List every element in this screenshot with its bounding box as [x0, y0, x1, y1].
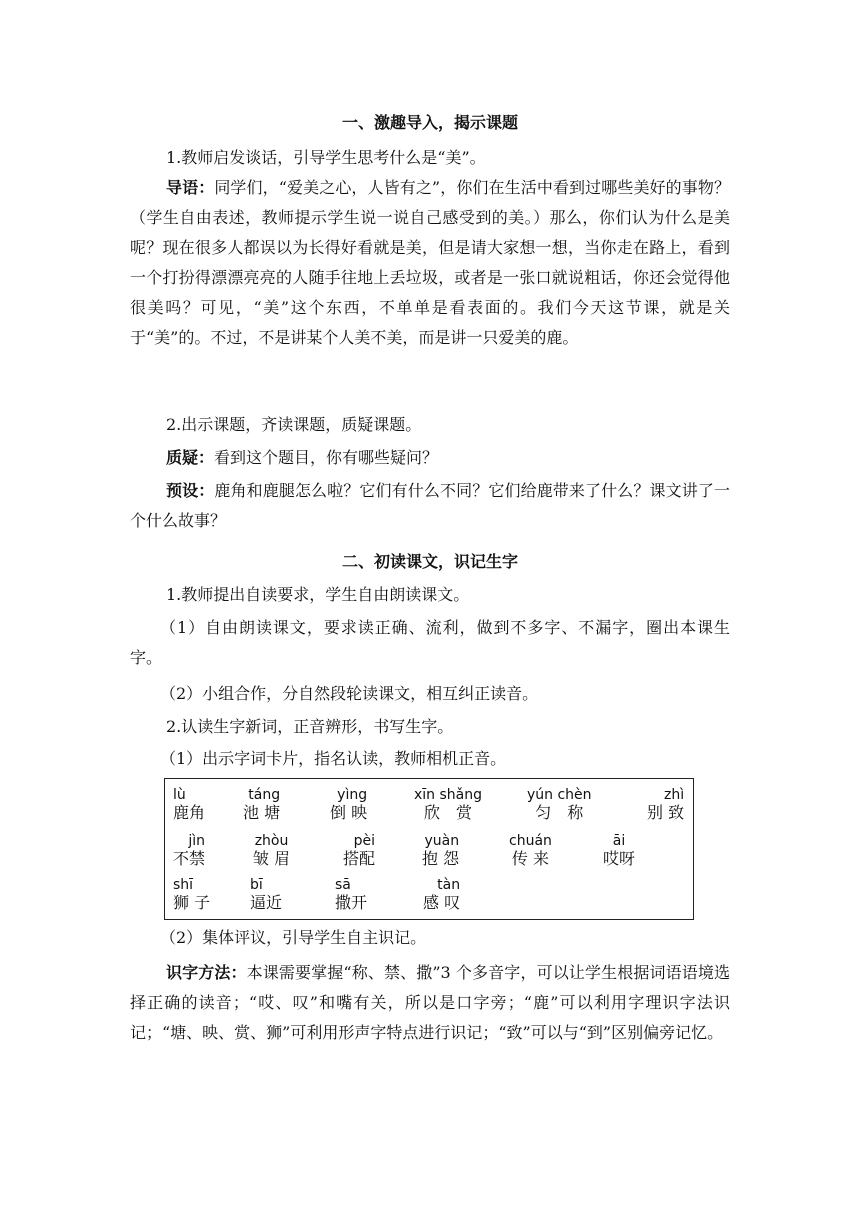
section-heading-1: 一、激趣导入，揭示课题	[341, 113, 518, 132]
word-card	[250, 877, 282, 913]
guide-text: 同学们，“爱美之心，人皆有之”，你们在生活中看到过哪些美好的事物？（学生自由表述，教师提示学生说一说自己感受到的美。）那么，你们认为什么是美呢？现在很多人都误以为长得好看就是美，但是请大家想一想，当你走在路上，看到一个打扮得漂漂亮亮的人随手往地上丢垃圾，或者是一张口就说粗话，你还会觉得他很美吗？可见，“美”这个东西，不单单是看表面的。我们今天这节课，就是关于“美”的。不过，不是讲某个人美不美，而是讲一只爱美的鹿。	[130, 178, 730, 347]
word-pinyin: zhì	[663, 787, 685, 803]
paragraph-s2-step1b: （2）小组合作，分自然段轮读课文，相互纠正读音。	[160, 684, 539, 703]
word-hanzi: 倒 映	[330, 803, 368, 822]
preset-label: 预设：	[166, 481, 215, 500]
word-hanzi: 皱 眉	[253, 849, 291, 868]
word-hanzi: 逼近	[250, 893, 283, 912]
paragraph-s2-step1a: （1）自由朗读课文，要求读正确、流利，做到不多字、不漏字，圈出本课生字。	[130, 618, 730, 667]
word-pinyin: yìng	[337, 787, 368, 803]
word-pinyin: zhòu	[254, 833, 289, 849]
paragraph-step1: 1.教师启发谈话，引导学生思考什么是“美”。	[166, 148, 486, 167]
word-card	[243, 787, 280, 823]
word-hanzi: 不禁	[173, 849, 206, 868]
paragraph-s2-step1: 1.教师提出自读要求，学生自由朗读课文。	[166, 585, 470, 604]
word-card	[527, 787, 592, 823]
word-card	[343, 833, 375, 869]
word-pinyin: lù	[173, 787, 186, 803]
preset-text: 鹿角和鹿腿怎么啦？它们有什么不同？它们给鹿带来了什么？课文讲了一个什么故事？	[130, 481, 730, 530]
word-pinyin: xīn shǎng	[414, 787, 483, 803]
paragraph-s2-step2b: （2）集体评议，引导学生自主识记。	[160, 928, 427, 947]
word-hanzi: 传 来	[511, 849, 549, 868]
paragraph-s2-step2a: （1）出示字词卡片，指名认读，教师相机正音。	[160, 749, 507, 768]
word-pinyin: chuán	[509, 833, 552, 849]
guide-label: 导语：	[166, 178, 215, 197]
word-pinyin: táng	[248, 787, 281, 803]
word-hanzi: 狮 子	[173, 893, 211, 912]
paragraph-s2-step2: 2.认读生字新词，正音辨形，书写生字。	[166, 717, 454, 736]
word-hanzi: 撒开	[335, 893, 368, 912]
question-label: 质疑：	[166, 448, 215, 467]
word-hanzi: 鹿角	[173, 803, 206, 822]
word-pinyin: jìn	[188, 833, 206, 849]
word-hanzi: 搭配	[343, 849, 376, 868]
word-card	[647, 787, 684, 823]
word-card	[173, 833, 205, 869]
word-card	[414, 787, 482, 823]
word-card	[253, 833, 290, 869]
word-card	[173, 787, 205, 823]
word-card	[173, 877, 210, 913]
word-pinyin: shī	[173, 877, 194, 893]
word-card	[422, 833, 459, 869]
section-heading-2: 二、初读课文，识记生字	[341, 552, 518, 571]
method-label: 识字方法：	[166, 963, 247, 982]
word-card	[330, 787, 367, 823]
word-pinyin: āi	[612, 833, 626, 849]
paragraph-preset	[130, 476, 730, 536]
word-hanzi: 感 叹	[423, 893, 461, 912]
word-card-box	[164, 778, 694, 920]
word-hanzi: 哎呀	[603, 849, 636, 868]
word-pinyin: tàn	[437, 877, 461, 893]
word-hanzi: 欣 赏	[424, 803, 473, 822]
method-text: 本课需要掌握“称、禁、撒”3 个多音字，可以让学生根据词语语境选择正确的读音；“哎、叹”和嘴有关，所以是口字旁；“鹿”可以利用字理识字法识记；“塘、映、赏、狮”可利用形声字特点进行识记；“致”可以与“到”区别偏旁记忆。	[130, 963, 730, 1042]
word-card	[509, 833, 552, 869]
word-card	[603, 833, 635, 869]
question-text: 看到这个题目，你有哪些疑问？	[214, 448, 439, 467]
paragraph-question	[130, 443, 730, 473]
word-pinyin: sā	[335, 877, 351, 893]
word-hanzi: 抱 怨	[422, 849, 460, 868]
paragraph-method	[130, 958, 730, 1048]
word-hanzi: 匀 称	[535, 803, 584, 822]
word-pinyin: yún chèn	[527, 787, 592, 803]
word-pinyin: bī	[250, 877, 263, 893]
word-hanzi: 池 塘	[243, 803, 281, 822]
word-hanzi: 别 致	[647, 803, 685, 822]
paragraph-step2: 2.出示课题，齐读课题，质疑课题。	[166, 415, 422, 434]
word-pinyin: pèi	[353, 833, 376, 849]
word-card	[423, 877, 460, 913]
paragraph-guide	[130, 173, 730, 353]
word-pinyin: yuàn	[424, 833, 460, 849]
word-card	[335, 877, 367, 913]
